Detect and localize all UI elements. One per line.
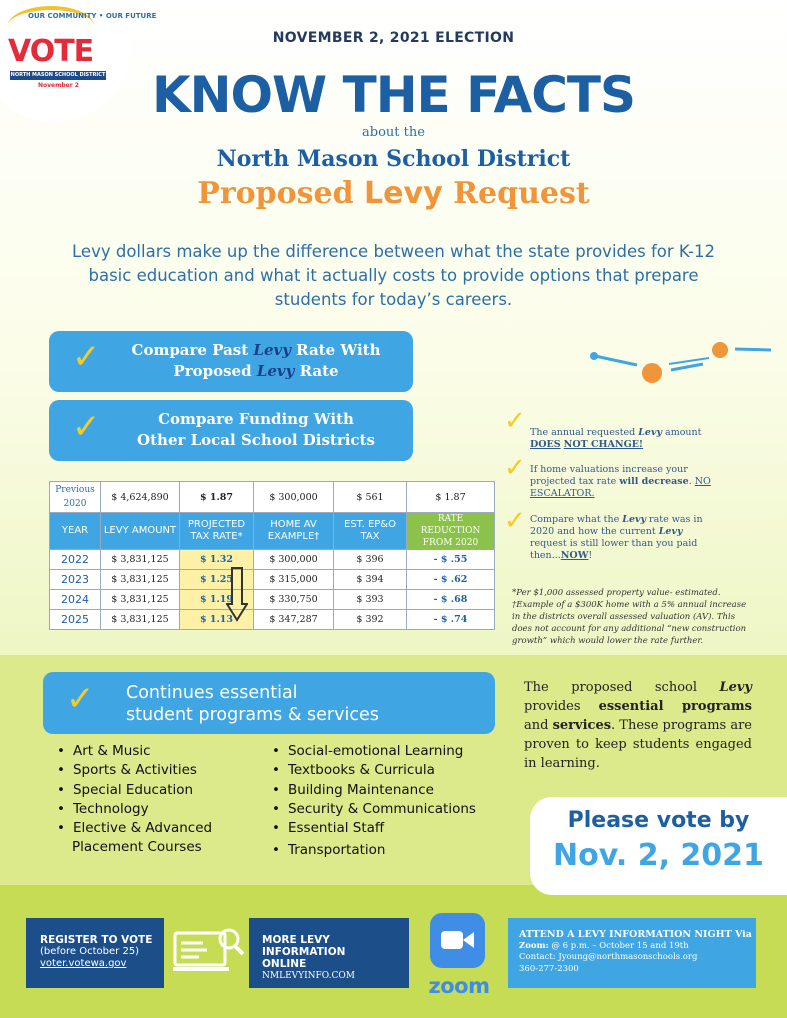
cell-reduction: - $ .68 <box>407 590 495 610</box>
cell-year: 2022 <box>50 550 101 570</box>
info-night-box <box>508 918 756 988</box>
cell-rate: $ 1.32 <box>180 550 254 570</box>
cell-rate: $ 1.25 <box>180 570 254 590</box>
intro-text: Levy dollars make up the difference between what the state provides for K-12 basic education and what it actually costs to provide options that prepare students for today’s careers. <box>72 242 715 309</box>
col-year: YEAR <box>50 513 101 550</box>
list-item: Placement Courses <box>72 839 202 856</box>
cell-year: 2024 <box>50 590 101 610</box>
check-icon: ✓ <box>72 337 101 377</box>
vote-by-text: Please vote by <box>567 808 750 833</box>
register-link[interactable]: voter.votewa.gov <box>40 958 127 969</box>
note-amount: The annual requested Levy amount DOES NOT CHANGE! <box>530 427 702 450</box>
programs-list-right <box>272 742 476 861</box>
cell-tax: $ 393 <box>334 590 407 610</box>
programs-description: The proposed school Levy provides essential programs and services. These programs are proven to keep students engaged in learning. <box>524 680 753 771</box>
check-icon: ✓ <box>504 506 526 536</box>
logo-vote-text: VOTE <box>8 34 94 69</box>
list-item: • Textbooks & Curricula <box>272 761 476 780</box>
logo-district: NORTH MASON SCHOOL DISTRICT <box>10 72 106 78</box>
register-deadline: (before October 25) <box>40 946 140 957</box>
table-header-row <box>50 513 495 550</box>
info-night-time: Zoom: @ 6 p.m. – October 15 and 19th <box>519 940 689 951</box>
logo-arc-text: OUR COMMUNITY • OUR FUTURE <box>28 12 157 20</box>
check-icon: ✓ <box>504 406 526 436</box>
previous-rate: $ 1.87 <box>180 482 254 513</box>
election-date: NOVEMBER 2, 2021 ELECTION <box>272 30 515 46</box>
table-row-previous <box>50 482 495 513</box>
list-item: • Elective & Advanced <box>57 819 212 838</box>
cell-levy: $ 3,831,125 <box>101 610 180 630</box>
list-item: • Essential Staff <box>272 819 476 838</box>
cell-home: $ 300,000 <box>254 550 334 570</box>
table-row <box>50 550 495 570</box>
zoom-camera-body <box>441 931 463 949</box>
cell-tax: $ 396 <box>334 550 407 570</box>
district-name: North Mason School District <box>216 146 571 172</box>
cell-reduction: - $ .55 <box>407 550 495 570</box>
info-night-title: ATTEND A LEVY INFORMATION NIGHT Via <box>519 929 752 940</box>
cell-reduction: - $ .62 <box>407 570 495 590</box>
more-info-title: MORE LEVY INFORMATION ONLINE <box>262 934 346 970</box>
zoom-logo-text: zoom <box>428 974 490 998</box>
cell-levy: $ 3,831,125 <box>101 570 180 590</box>
more-info-link[interactable]: NMLEVYINFO.COM <box>262 971 355 981</box>
proposed-levy-title: Proposed Levy Request <box>197 176 590 211</box>
table-footnote: *Per $1,000 assessed property value- estimated. †Example of a $300K home with a 5% annual increase in the districts overall assessed valuation (AV). This does not account for any additional “new construction growth” which would lower the rate further. <box>512 588 747 646</box>
about-the: about the <box>362 125 425 140</box>
list-item: • Special Education <box>57 781 212 800</box>
logo-date: November 2 <box>38 82 79 89</box>
info-night-phone: 360-277-2300 <box>519 963 579 974</box>
previous-home: $ 300,000 <box>254 482 334 513</box>
previous-tax: $ 561 <box>334 482 407 513</box>
previous-levy: $ 4,624,890 <box>101 482 180 513</box>
vote-date-text: Nov. 2, 2021 <box>553 838 764 873</box>
headline: KNOW THE FACTS <box>151 66 636 124</box>
programs-list-left <box>57 742 212 858</box>
more-info-box <box>249 918 409 988</box>
note-compare: Compare what the Levy rate was in 2020 and how the current Levy request is still lower than you paid then...NOW! <box>530 514 703 561</box>
cell-home: $ 315,000 <box>254 570 334 590</box>
cell-levy: $ 3,831,125 <box>101 590 180 610</box>
list-item: • Security & Communications <box>272 800 476 819</box>
cell-rate: $ 1.19 <box>180 590 254 610</box>
zoom-camera-lens <box>463 932 474 948</box>
list-item: • Building Maintenance <box>272 781 476 800</box>
previous-reduction: $ 1.87 <box>407 482 495 513</box>
cell-levy: $ 3,831,125 <box>101 550 180 570</box>
register-title: REGISTER TO VOTE <box>40 934 153 946</box>
list-item: • Art & Music <box>57 742 212 761</box>
cell-year: 2025 <box>50 610 101 630</box>
monitor-search-icon <box>173 925 245 975</box>
note-escalator: If home valuations increase your projected tax rate will decrease. NO ESCALATOR. <box>530 464 711 499</box>
previous-label: Previous 2020 <box>50 482 101 513</box>
table-row <box>50 570 495 590</box>
col-home: HOME AV EXAMPLE† <box>254 513 334 550</box>
cell-home: $ 330,750 <box>254 590 334 610</box>
levy-rate-table <box>49 481 495 630</box>
list-item: • Social-emotional Learning <box>272 742 476 761</box>
col-tax: EST. EP&O TAX <box>334 513 407 550</box>
down-arrow-icon <box>226 566 248 622</box>
cell-rate: $ 1.13 <box>180 610 254 630</box>
info-night-contact[interactable]: Contact: Jyoung@northmasonschools.org <box>519 952 698 962</box>
table-row <box>50 610 495 630</box>
col-levy: LEVY AMOUNT <box>101 513 180 550</box>
cell-reduction: - $ .74 <box>407 610 495 630</box>
check-icon: ✓ <box>504 453 526 483</box>
programs-pill: Continues essential student programs & services <box>43 672 495 734</box>
table-row <box>50 590 495 610</box>
col-rate: PROJECTED TAX RATE* <box>180 513 254 550</box>
dots-decoration <box>585 330 785 390</box>
list-item: • Sports & Activities <box>57 761 212 780</box>
check-icon: ✓ <box>66 679 95 719</box>
col-reduction: RATE REDUCTION FROM 2020 <box>407 513 495 550</box>
cell-home: $ 347,287 <box>254 610 334 630</box>
compare-funding-pill: Compare Funding With Other Local School Districts <box>49 400 413 461</box>
compare-rate-pill: Compare Past Levy Rate With Proposed Levy Rate <box>49 331 413 392</box>
cell-tax: $ 392 <box>334 610 407 630</box>
cell-year: 2023 <box>50 570 101 590</box>
list-item: • Technology <box>57 800 212 819</box>
register-box <box>26 918 164 988</box>
list-item: • Transportation <box>272 841 476 860</box>
cell-tax: $ 394 <box>334 570 407 590</box>
check-icon: ✓ <box>72 407 101 447</box>
